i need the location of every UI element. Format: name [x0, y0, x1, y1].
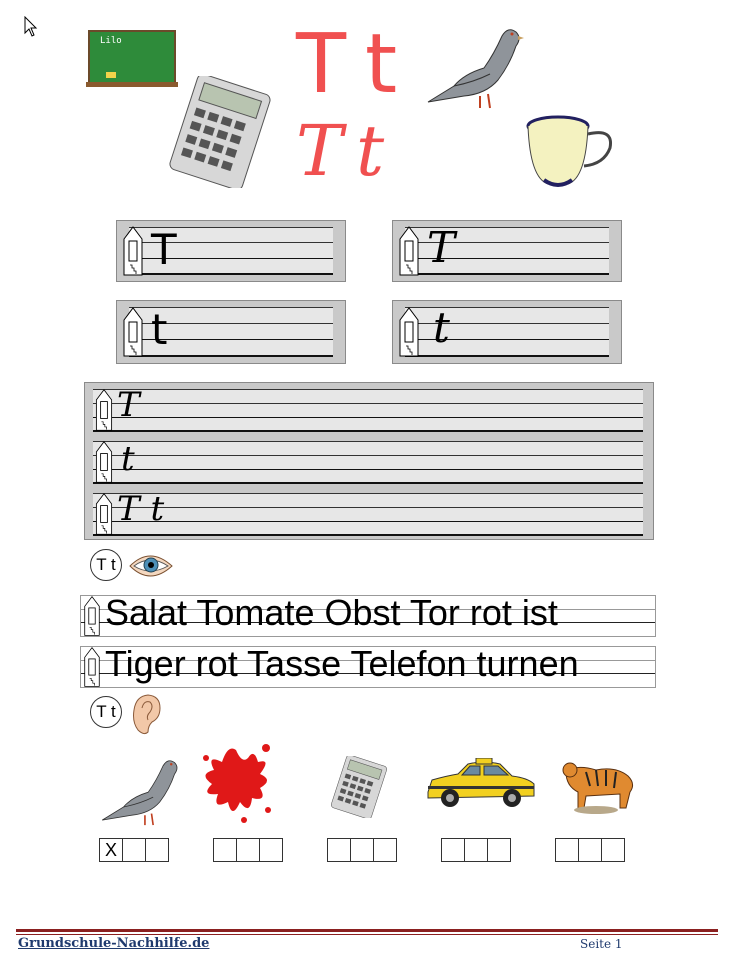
practice-glyph: t: [121, 439, 135, 479]
taxi-image: [424, 758, 538, 810]
sentence-text: Salat Tomate Obst Tor rot ist: [105, 592, 558, 633]
house-icon: [398, 225, 420, 277]
practice-glyph: t: [151, 305, 168, 354]
house-icon: [93, 492, 115, 536]
house-icon: [93, 440, 115, 484]
footer-site-link[interactable]: Grundschule-Nachhilfe.de: [18, 936, 210, 951]
blackboard-text: Lilo: [100, 36, 122, 46]
answer-boxes: [442, 838, 511, 862]
house-icon: [398, 306, 420, 358]
answer-boxes: [328, 838, 397, 862]
print-upper-letter: T: [296, 17, 347, 112]
answer-box[interactable]: [555, 838, 579, 862]
answer-boxes: [100, 838, 169, 862]
footer-divider: [16, 929, 718, 932]
pigeon-image: [98, 756, 182, 830]
practice-box-cursive-upper: [392, 220, 622, 282]
sentence-text: Tiger rot Tasse Telefon turnen: [105, 643, 579, 684]
house-icon: [93, 388, 115, 432]
answer-box[interactable]: [578, 838, 602, 862]
answer-box[interactable]: [213, 838, 237, 862]
tiger-image: [556, 756, 638, 814]
answer-box[interactable]: [327, 838, 351, 862]
house-icon: [81, 595, 103, 637]
practice-glyph: T t: [117, 489, 165, 529]
answer-box[interactable]: [601, 838, 625, 862]
answer-boxes: [214, 838, 283, 862]
answer-box[interactable]: [122, 838, 146, 862]
answer-box[interactable]: [350, 838, 374, 862]
answer-box[interactable]: [373, 838, 397, 862]
sentence-row: [80, 592, 656, 637]
practice-glyph: t: [433, 303, 450, 352]
pigeon-image: [424, 24, 524, 114]
wide-practice-row: [93, 489, 643, 536]
letter-badge: T t: [90, 549, 122, 581]
letter-badge: T t: [90, 696, 122, 728]
wide-practice-row: [93, 385, 643, 432]
calculator-image: [326, 756, 392, 818]
practice-glyph: T: [117, 385, 140, 425]
answer-box[interactable]: [464, 838, 488, 862]
ear-icon: [130, 692, 164, 736]
house-icon: [81, 646, 103, 688]
practice-glyph: T: [151, 225, 177, 274]
house-icon: [122, 225, 144, 277]
answer-box[interactable]: [441, 838, 465, 862]
practice-glyph: T: [427, 223, 456, 272]
print-lower-letter: t: [365, 17, 398, 112]
cursive-upper-letter: T: [296, 110, 343, 192]
practice-box-cursive-lower: [392, 300, 622, 364]
practice-box-print-upper: [116, 220, 346, 282]
answer-box[interactable]: [487, 838, 511, 862]
answer-box[interactable]: X: [99, 838, 123, 862]
answer-boxes: [556, 838, 625, 862]
answer-box[interactable]: [145, 838, 169, 862]
wide-practice-panel: [84, 382, 654, 540]
blackboard-image: [88, 30, 176, 88]
mouse-pointer-icon: [24, 16, 38, 38]
practice-box-print-lower: [116, 300, 346, 364]
answer-box[interactable]: [236, 838, 260, 862]
house-icon: [122, 306, 144, 358]
answer-box[interactable]: [259, 838, 283, 862]
eye-icon: [128, 550, 174, 582]
cup-image: [524, 114, 620, 190]
wide-practice-row: [93, 441, 643, 484]
calculator-image: [164, 76, 276, 188]
sentence-row: [80, 643, 656, 688]
red-splash-image: [198, 740, 276, 824]
footer-divider: [16, 934, 718, 935]
cursive-lower-letter: t: [356, 110, 385, 192]
page-number: Seite 1: [580, 937, 623, 951]
